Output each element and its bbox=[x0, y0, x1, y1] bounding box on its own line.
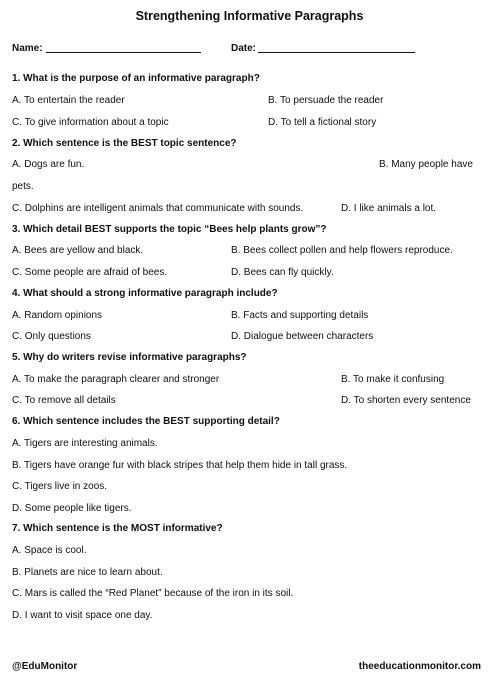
q4-option-b: B. Facts and supporting details bbox=[231, 310, 369, 321]
q6-option-c: C. Tigers live in zoos. bbox=[12, 481, 108, 492]
name-field[interactable] bbox=[46, 52, 201, 53]
q3-option-c: C. Some people are afraid of bees. bbox=[12, 267, 168, 278]
q4-option-d: D. Dialogue between characters bbox=[231, 331, 374, 342]
question-6: 6. Which sentence includes the BEST supporting detail? bbox=[12, 416, 280, 427]
date-label: Date: bbox=[231, 43, 257, 54]
q4-option-c: C. Only questions bbox=[12, 331, 91, 342]
q5-option-a: A. To make the paragraph clearer and stronger bbox=[12, 374, 220, 385]
q7-option-d: D. I want to visit space one day. bbox=[12, 610, 153, 621]
q4-option-a: A. Random opinions bbox=[12, 310, 103, 321]
q5-option-b: B. To make it confusing bbox=[341, 374, 445, 385]
q6-option-b: B. Tigers have orange fur with black stripes that help them hide in tall grass. bbox=[12, 460, 348, 471]
footer-website: theeducationmonitor.com bbox=[358, 661, 481, 672]
q5-option-c: C. To remove all details bbox=[12, 395, 116, 406]
q7-option-c: C. Mars is called the “Red Planet” because of the iron in its soil. bbox=[12, 588, 294, 599]
q3-option-a: A. Bees are yellow and black. bbox=[12, 245, 144, 256]
date-field[interactable] bbox=[258, 52, 415, 53]
q1-option-c: C. To give information about a topic bbox=[12, 117, 169, 128]
q2-option-d: D. I like animals a lot. bbox=[341, 203, 437, 214]
question-7: 7. Which sentence is the MOST informative? bbox=[12, 523, 223, 534]
question-2: 2. Which sentence is the BEST topic sentence? bbox=[12, 138, 237, 149]
name-label: Name: bbox=[12, 43, 43, 54]
q1-option-a: A. To entertain the reader bbox=[12, 95, 125, 106]
question-1: 1. What is the purpose of an informative paragraph? bbox=[12, 73, 260, 84]
q3-option-d: D. Bees can fly quickly. bbox=[231, 267, 334, 278]
q2-option-c: C. Dolphins are intelligent animals that communicate with sounds. bbox=[12, 203, 304, 214]
question-3: 3. Which detail BEST supports the topic “Bees help plants grow”? bbox=[12, 224, 327, 235]
q1-option-b: B. To persuade the reader bbox=[268, 95, 384, 106]
q5-option-d: D. To shorten every sentence bbox=[341, 395, 471, 406]
q7-option-b: B. Planets are nice to learn about. bbox=[12, 567, 163, 578]
q7-option-a: A. Space is cool. bbox=[12, 545, 87, 556]
q2-option-b-continued: pets. bbox=[12, 181, 34, 192]
question-4: 4. What should a strong informative paragraph include? bbox=[12, 288, 278, 299]
q3-option-b: B. Bees collect pollen and help flowers reproduce. bbox=[231, 245, 453, 256]
q6-option-d: D. Some people like tigers. bbox=[12, 503, 132, 514]
worksheet-title: Strengthening Informative Paragraphs bbox=[135, 9, 364, 23]
question-5: 5. Why do writers revise informative paragraphs? bbox=[12, 352, 247, 363]
footer-handle: @EduMonitor bbox=[12, 661, 78, 672]
q1-option-d: D. To tell a fictional story bbox=[268, 117, 377, 128]
q2-option-b: B. Many people have bbox=[379, 159, 473, 170]
q2-option-a: A. Dogs are fun. bbox=[12, 159, 85, 170]
q6-option-a: A. Tigers are interesting animals. bbox=[12, 438, 158, 449]
